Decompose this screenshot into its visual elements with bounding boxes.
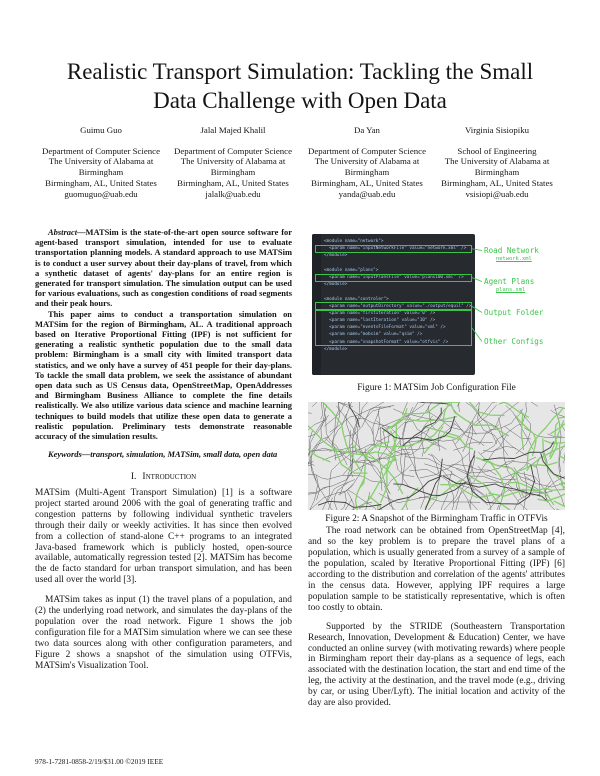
author-affiliation: The University of Alabama at Birmingham [314,156,420,178]
paper-title-line: Realistic Transport Simulation: Tackling the Small [66,59,534,84]
section-number: I. [130,470,137,482]
author-department: School of Engineering [457,145,537,156]
code-line: <param name="inputPlansFile" value="plans100.xml" /> [324,274,464,280]
author-location: Birmingham, AL, United States [441,177,553,188]
author-name: Jalal Majed Khalil [200,125,266,135]
author-department: Department of Computer Science [42,145,160,156]
author-affiliation: The University of Alabama at Birmingham [48,156,154,178]
author-affiliation: The University of Alabama at Birmingham [444,156,550,178]
paper-title-line: Data Challenge with Open Data [153,87,447,113]
abstract [35,227,292,441]
section-heading [35,471,292,482]
keywords [35,449,292,460]
author-location: Birmingham, AL, United States [45,177,157,188]
author-block [167,125,299,199]
abstract-paragraph [35,227,292,309]
body-paragraph: MATSim (Multi-Agent Transport Simulation) [1] is a software project started around 2006 with the goal of generating traffic and congestion patterns by following individual synthetic travelers through their daily or weekly activities. It has since then evolved from a collection of stand-alone C++ programs to an integrated Java-based framework which is publicly hosted, open-source available, automatically regression tested [2]. MATSim has become the de facto standard for urban transport simulation, and has been used all over the world [3]. [35,487,292,586]
abstract-paragraph: This paper aims to conduct a transportation simulation on MATSim for the region of Birmingham, AL. A traditional approach based on Iterative Proportional Fitting (IPF) is not sufficient for generating a realistic synthetic population due to the small data problem: Birmingham is a small city with limited transport data statistics, and we only have a survey of 451 people for their day-plans. To tackle the small data problem, we seek the assistance of abundant open data such as US Census data, OpenStreetMap, OpenAddresses and Birmingham Business Alliance to complete the fine details realistically. We also utilize various data science and machine learning techniques to build models that utilize these open data to generate a realistic population. Preliminary tests demonstrate reasonable accuracy of the simulation results. [35,308,292,442]
code-line: <param name="lastIteration" value="10" /> [324,318,436,324]
code-line: <param name="snapshotFormat" value="otfvis" /> [324,339,449,345]
figure-2-traffic-map [308,402,565,510]
connector-line [472,328,482,342]
body-paragraph: Supported by the STRIDE (Southeastern Transportation Research, Innovation, Development & Education) Center, we have conducted an online survey (with motivating rewards) where people in Birmingham report their day-plans as a sequence of legs, each associated with the destination location, the start and end time of the leg, the activity at the destination, and the travel mode (e.g., driving by car, or using Uber/Lyft). The initial location and activity of the day are also provided. [308,621,565,709]
figure-2-caption: Figure 2: A Snapshot of the Birmingham Traffic in OTFVis [325,514,548,524]
figure-1-config-screenshot [308,232,565,378]
abstract-label: Abstract— [48,227,86,237]
code-line: <param name="inputNetworkFile" value="network.xml" /> [324,246,467,252]
author-name: Da Yan [354,125,380,135]
abstract-text: MATSim is the state-of-the-art open source software for agent-based transport simulation, intended for use to evaluate transportation planning models. A standard approach to use MATSim is to conduct a user survey about their day-plans of travel, from which a synthetic dataset of agents' day-plans for an entire region is generated for transport simulation. The simulation output can be used for various evaluations, such as congestion conditions of road segments and their peak hours. [35,227,292,309]
label-other-configs: Other Configs [484,337,544,346]
connector-line [472,306,482,312]
author-email: jalalk@uab.edu [205,188,261,199]
body-paragraph: MATSim takes as input (1) the travel plans of a population, and (2) the underlying road network, and simulates the day-plans of the population over the road network. Figure 1 shows the job configuration file for a MATSim simulation where we can see these two data sources along with other configuration parameters, and Figure 2 shows a snapshot of the simulation using OTFVis, MATSim's Visualization Tool. [35,595,292,672]
keywords-text: transport, simulation, MATSim, small data, open data [90,449,278,460]
code-line: <module name="plans"> [324,267,379,273]
label-output-folder: Output Folder [484,308,544,317]
author-name: Virginia Sisiopiku [464,125,530,135]
author-affiliation: The University of Alabama at Birmingham [180,156,286,178]
code-line: <param name="eventsFileFormat" value="xml" /> [324,325,446,331]
author-department: Department of Computer Science [308,145,426,156]
code-line: </module> [324,346,348,352]
author-location: Birmingham, AL, United States [177,177,289,188]
introduction-body [35,488,292,672]
author-email: vsisiopi@uab.edu [465,188,529,199]
connector-line [472,249,482,251]
traffic-map-image [308,402,565,510]
label-agent-plans: Agent Plans [484,277,535,286]
section-title: Introduction [142,470,197,482]
author-name: Guimu Guo [80,125,122,135]
copyright-footer: 978-1-7281-0858-2/19/$31.00 ©2019 IEEE [35,757,164,766]
figure-1-caption: Figure 1: MATSim Job Configuration File [357,383,516,393]
left-column [35,227,292,672]
author-block [301,125,433,199]
code-line: </module> [324,282,348,288]
code-line: <param name="firstIteration" value="0" /> [324,310,436,316]
author-email: guomuguo@uab.edu [64,188,138,199]
author-block [35,125,167,199]
connector-line [472,278,482,282]
code-line: <module name="network"> [324,239,384,244]
label-road-network: Road Network [484,246,539,255]
code-line: </module> [324,253,348,259]
label-network-file: network.xml [496,256,532,262]
keywords-label: Keywords— [48,449,91,460]
author-department: Department of Computer Science [174,145,292,156]
code-line: <module name="controler"> [324,296,389,302]
body-paragraph: The road network can be obtained from OpenStreetMap [4], and so the key problem is to prepare the travel plans of a population, which is usually generated from a survey of a sample of the population, scaled by Iterative Proportional Fitting (IPF) [6] according to the distribution and correlation of the agents' attributes in the census data. However, applying IPF requires a large population sample to be statistically representative, which is often too costly to obtain. [308,526,565,613]
author-email: yanda@uab.edu [338,188,396,199]
code-line: <param name="mobsim" value="qsim" /> [324,332,423,338]
code-line: <param name="outputDirectory" value="./output/equil" /> [324,303,472,309]
author-location: Birmingham, AL, United States [311,177,423,188]
right-column-body [308,526,565,709]
paper-title [20,58,580,115]
author-block [431,125,563,199]
label-plans-file: plans.xml [496,287,526,293]
